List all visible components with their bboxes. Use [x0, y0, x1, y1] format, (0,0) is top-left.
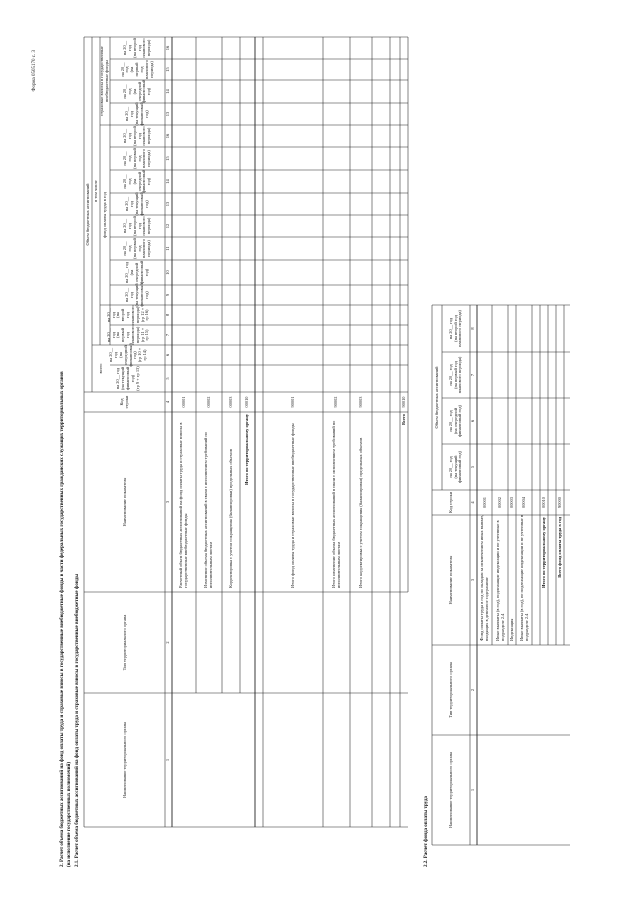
t1-h-year-col-15-b: (на первый год планового периода): [131, 148, 152, 169]
t1-row1-name: Расчетный объем бюджетных ассигнований на фонд оплаты труда и страховые взносы в государственные внебюджетные фонды: [178, 422, 188, 588]
t1-h-ins-year-3-0: на 20__ год: [119, 62, 130, 77]
t2-colnum-1: 1: [470, 788, 476, 792]
t1-h-year-col-9-b: (на текущий финансовый год): [134, 283, 149, 307]
t2-row4-name: Иные выплаты (в год), не подлежащие индексации и не учтенные в подразделе 2.4: [518, 514, 529, 641]
t2-colnum-6: 6: [470, 419, 476, 423]
t2-h-year-next: [443, 399, 469, 443]
t2-h-year-cur: [443, 445, 469, 489]
t1-h-year-col-7-f: (гр 11 + гр 15): [139, 327, 150, 343]
t2-colnum-4: 4: [470, 501, 476, 504]
t1-total-code: 90010: [400, 396, 406, 408]
t1-h-year-col-8-f: (гр 12 + гр 16): [139, 307, 150, 323]
t2-h-year-p1-b: (на первый год планового периода): [452, 356, 463, 394]
t1-h-year-col-6-a: на 20__ год: [108, 347, 118, 363]
t2-h-year-cur-b: (на текущий финансовый год): [452, 451, 463, 483]
t1-h-year-col-9-a: на 20__ год: [124, 287, 135, 303]
t1-h-indicator: Наименование показателя: [121, 477, 127, 527]
t1-h-year-col-16-a: на 20__ год: [121, 128, 132, 144]
t1-h-year-col-6-f: (гр 10 + гр 14): [137, 347, 148, 363]
t2-h-year-next-a: на 20__ год: [447, 410, 453, 432]
t1-h-code: Код строки: [119, 395, 129, 409]
t2-colnum-8: 8: [470, 327, 476, 330]
t2-subtotal-label: Итого по территориальному органу: [540, 517, 546, 588]
t1-colnum-13: 13: [165, 201, 171, 207]
t1-h-ins-year-1-1: (на текущий финансовый год): [134, 102, 149, 126]
t2-h-code: Код строки: [448, 492, 454, 513]
t2-h-year-p2-a: на 20__ год: [447, 317, 453, 340]
t2-row2-code: 00002: [497, 497, 503, 508]
t1-sum2-name: Итого изменение объема бюджетных ассигнований в связи с исполнением требований по исполнительным листам: [330, 420, 341, 588]
t2-colnum-3: 3: [470, 578, 476, 582]
t1-sum1-code: 90001: [289, 396, 295, 408]
t1-row2-code: 00002: [205, 396, 211, 408]
t2-row3-name: Индексация: [508, 618, 514, 641]
t1-h-year-col-13-a: на 20__ год: [124, 196, 135, 212]
t1-h-year-col-11-a: на 20__ год: [121, 241, 132, 256]
t1-subtotal-code: 00010: [244, 396, 250, 408]
t1-h-year-col-14-b: (на очередной финансовый год): [131, 169, 152, 194]
t1-colnum-10: 10: [165, 270, 171, 275]
t2-row2-name: Иные выплаты (в год), подлежащие индексации и не учтенные в подразделе 2.4: [494, 520, 505, 641]
t1-h-year-col-6-b: (на очередной финансовый год): [117, 343, 138, 367]
t1-colnum-4: 4: [165, 400, 171, 404]
t2-row4-code: 00004: [521, 497, 527, 508]
t1-sum3-name: Итого корректировка с учетом сокращения (балансировки) предельных объемов: [357, 437, 363, 588]
t1-sum1-name: Итого фонд оплаты труда и страховые взносы в государственные внебюджетные фонды: [289, 423, 295, 588]
t1-h-year-col-15-a: на 20__ год: [121, 151, 132, 166]
t2-total-code: 90000: [556, 497, 562, 508]
t1-row1-code: 00001: [180, 396, 186, 408]
t1-h-name-org: Наименование территориального органа: [121, 722, 127, 798]
t1-h-volume: Объем бюджетных ассигнований: [84, 183, 90, 246]
t1-h-year-col-13-b: (на текущий финансовый год): [134, 192, 149, 216]
t1-h-year-col-5-a: на 20__ год: [115, 367, 121, 390]
t1-colnum-16: 16: [165, 133, 171, 139]
t1-colnum-ins-14: 14: [165, 89, 171, 94]
s21-title: 2.1. Расчет объема бюджетных ассигнований на фонд оплаты труда и страховые взносы в государственные внебюджетные фонды: [75, 573, 80, 867]
t2-h-year-cur-a: на 20__ год: [447, 456, 453, 478]
t1-colnum-7: 7: [165, 333, 171, 337]
t1-h-ins-year-4-1: (на второй год планового периода): [131, 38, 152, 58]
t1-h-year-col-12-a: на 20__ год: [121, 218, 132, 234]
t1-h-year-col-12-b: (на второй год планового периода): [131, 216, 152, 236]
t1-colnum-12: 12: [165, 223, 171, 229]
t1-sum2-code: 90002: [333, 396, 339, 408]
t1-row3-name: Корректировка с учетом сокращения (балансировки) предельных объемов: [227, 449, 233, 588]
t2-h-name-org: Наименование территориального органа: [448, 752, 454, 828]
t2-row3-code: 00003: [508, 497, 514, 508]
form-code: Форма 0505170 с. 3: [32, 50, 37, 92]
t1-h-type: Тип территориального органа: [121, 614, 127, 671]
t2-colnum-5: 5: [470, 465, 476, 469]
t2-row1-name: Фонд оплаты труда в год по окладам за исключением иных выплат, входящих в денежное содержание: [479, 515, 489, 641]
t1-h-year-col-11-b: (на первый год планового периода): [131, 238, 152, 259]
t1-colnum-14: 14: [165, 179, 171, 184]
t1-colnum-15: 15: [165, 156, 171, 161]
t1-h-year-col-7-b: (на первый год планового периода): [115, 325, 140, 345]
t1-colnum-1: 1: [165, 758, 171, 762]
t1-h-year-col-5-b: (на текущий финансовый год): [120, 366, 135, 391]
t1-h-year-col-16-b: (на второй год планового периода): [131, 126, 152, 146]
t2-h-year-next-b: (на очередной финансовый год): [452, 405, 463, 437]
t1-row2-name: Изменение объема бюджетных ассигнований в связи с исполнением требований по исполнительным листам: [203, 432, 213, 588]
t1-h-year-col-5-f: (гр 9 + гр 13): [134, 366, 140, 391]
t1-colnum-2: 2: [165, 641, 171, 644]
t1-h-total: всего: [97, 363, 103, 374]
t1-h-fot: фонд оплаты труда в год: [101, 192, 107, 238]
t1-colnum-9: 9: [165, 293, 171, 297]
t1-colnum-3: 3: [165, 500, 171, 504]
t1-h-incl: в том числе: [92, 180, 98, 202]
t1-h-year-col-8-b: (на второй год планового периода): [115, 305, 140, 325]
t1-h-ins-year-2-0: на 20__ год: [121, 84, 132, 99]
t1-h-ins-year-1-0: на 20__ год: [124, 106, 135, 122]
t2-colnum-2: 2: [470, 688, 476, 692]
t1-sum3-code: 90003: [357, 396, 363, 408]
t2-subtotal-code: 00010: [540, 497, 546, 508]
t1-h-year-col-14-a: на 20__ год: [121, 174, 132, 189]
t1-h-ins: страховые взносы в государственные внебюджетные фонды: [99, 46, 109, 116]
t2-row1-code: 00001: [481, 497, 487, 508]
t2-h-indicator: Наименование показателя: [448, 555, 454, 605]
t2-h-type: Тип территориального органа: [448, 662, 454, 718]
t1-colnum-ins-15: 15: [165, 67, 171, 72]
t1-colnum-11: 11: [165, 246, 171, 251]
t1-colnum-ins-13: 13: [165, 111, 171, 117]
t1-h-ins-year-4-0: на 20__ год: [121, 40, 132, 56]
t1-h-year-col-10-a: на 20__ год: [124, 261, 130, 284]
t1-colnum-ins-16: 16: [165, 45, 171, 51]
t2-h-year-p2-b: (на второй год планового периода): [452, 310, 463, 347]
t2-colnum-7: 7: [470, 373, 476, 377]
t2-h-volume: Объем бюджетных ассигнований: [433, 366, 439, 429]
t1-h-year-col-8-a: на 20__ год: [105, 307, 116, 323]
t1-row3-code: 00003: [227, 396, 233, 408]
section-title: 2. Расчет объема бюджетных ассигнований на фонд оплаты труда и страховые взносы в государственные внебюджетные фонды в части федеральных государственных гражданских служащих территориальных органов: [60, 371, 65, 867]
t1-h-year-col-10-b: (на очередной финансовый год): [129, 260, 149, 285]
t1-colnum-5: 5: [165, 377, 171, 380]
t1-colnum-6: 6: [165, 353, 171, 357]
t1-colnum-8: 8: [165, 313, 171, 317]
t1-subtotal-label: Итого по территориальному органу: [244, 414, 250, 485]
t1-h-ins-year-2-1: (на очередной финансовый год): [131, 79, 152, 104]
t2-h-year-p2: [443, 306, 469, 351]
t1-h-ins-year-3-1: (на первый год планового периода): [129, 59, 154, 80]
t2-h-year-p1-a: на 20__ год: [447, 364, 453, 386]
s22-title: 2.2. Расчет фонда оплаты труда: [424, 796, 429, 867]
t2-h-year-p1: [443, 353, 469, 397]
t1-h-year-col-7-a: на 20__ год: [105, 327, 116, 343]
t2-total-label: Всего фонд оплаты труда в год: [556, 517, 562, 578]
section-subtitle: (на исполнение государственных полномочий): [67, 761, 72, 867]
t1-total-label: Всего: [400, 414, 406, 425]
